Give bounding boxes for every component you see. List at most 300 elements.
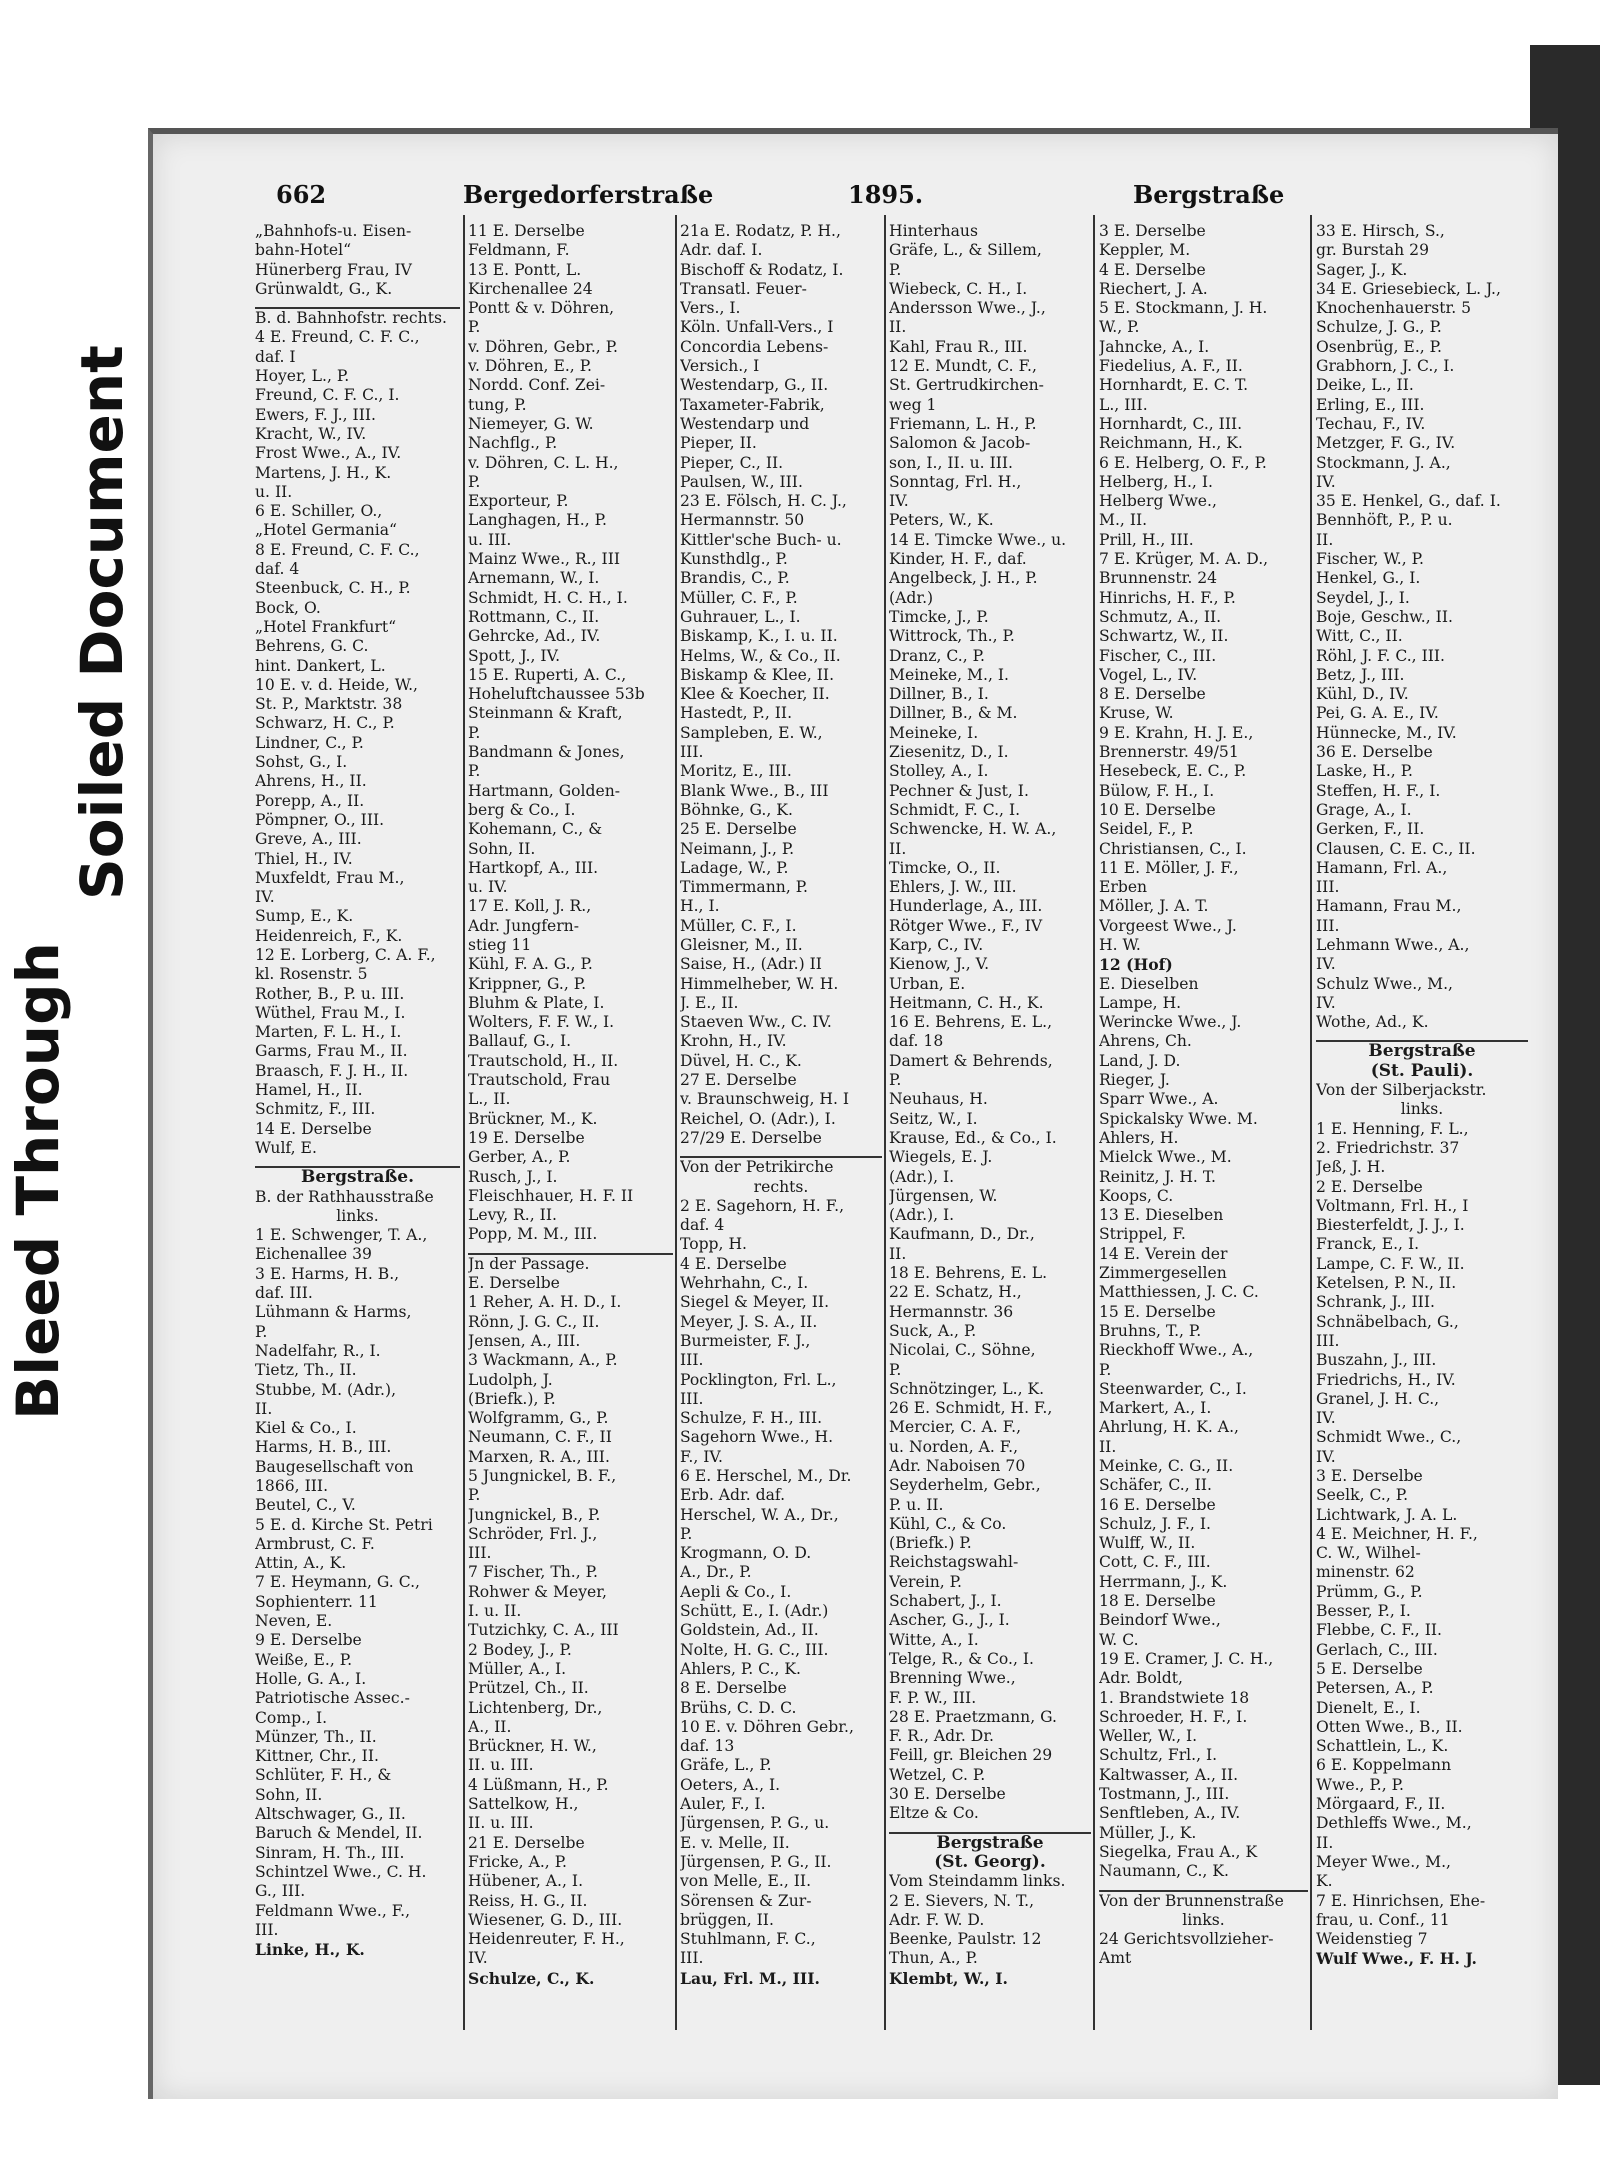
directory-entry-line: Sager, J., K. — [1316, 260, 1408, 279]
condition-label-svg — [0, 0, 140, 2177]
directory-entry-line: Reichel, O. (Adr.), I. — [680, 1109, 836, 1128]
directory-entry-line: 16 E. Behrens, E. L., — [889, 1013, 1053, 1032]
directory-entry-line: 9 E. Krahn, H. J. E., — [1099, 723, 1254, 742]
directory-entry-line: C. W., Wilhel- — [1316, 1544, 1421, 1563]
directory-entry-line: kl. Rosenstr. 5 — [255, 965, 368, 984]
directory-entry-line: Hamann, Frl. A., — [1316, 858, 1448, 877]
directory-entry-line: Brückner, H. W., — [468, 1737, 597, 1756]
directory-entry-line: Erb. Adr. daf. — [680, 1486, 786, 1505]
directory-entry-line: Bülow, F. H., I. — [1099, 781, 1215, 800]
directory-entry-line: Aepli & Co., I. — [680, 1582, 792, 1601]
directory-entry-line: Lindner, C., P. — [255, 733, 364, 752]
directory-entry-line: IV. — [1316, 993, 1336, 1012]
directory-entry-line: Grabhorn, J. C., I. — [1316, 357, 1455, 376]
directory-entry-line: Matthiessen, J. C. C. — [1099, 1283, 1259, 1302]
directory-entry-line: Krippner, G., P. — [468, 974, 587, 993]
directory-entry-line: 3 E. Harms, H. B., — [255, 1264, 400, 1283]
directory-entry-line: Jürgensen, P. G., II. — [680, 1852, 832, 1871]
directory-entry-line: daf. 13 — [680, 1737, 735, 1756]
directory-entry-line: Andersson Wwe., J., — [889, 299, 1046, 318]
directory-entry-line: 5 E. Stockmann, J. H. — [1099, 299, 1268, 318]
directory-entry-line: Hesebeck, E. C., P. — [1099, 762, 1247, 781]
directory-entry-line: Dranz, C., P. — [889, 646, 985, 665]
directory-entry-line: II. — [889, 318, 907, 337]
directory-entry-line: 19 E. Derselbe — [468, 1128, 585, 1147]
directory-entry-line: Greve, A., III. — [255, 830, 362, 849]
directory-entry-line: Senftleben, A., IV. — [1099, 1804, 1241, 1823]
directory-entry-line: Kühl, C., & Co. — [889, 1514, 1007, 1533]
directory-entry-line: Timcke, J., P. — [889, 607, 989, 626]
directory-entry-line: Müller, C. F., P. — [680, 588, 798, 607]
directory-entry-line: Tostmann, J., III. — [1099, 1785, 1230, 1804]
directory-entry-line: E. Dieselben — [1099, 974, 1199, 993]
directory-entry-line: 10 E. v. Döhren Gebr., — [680, 1717, 854, 1736]
directory-entry-line: Wiegels, E. J. — [889, 1148, 993, 1167]
directory-entry-line: Burmeister, F. J., — [680, 1331, 811, 1350]
directory-column-3 — [680, 222, 882, 1988]
directory-entry-line: Saise, H., (Adr.) II — [680, 955, 822, 974]
directory-entry-line: Brennerstr. 49/51 — [1099, 743, 1239, 762]
directory-entry-line: Ewers, F. J., III. — [255, 405, 376, 424]
directory-entry-line: 30 E. Derselbe — [889, 1785, 1006, 1804]
directory-entry-line: Rusch, J., I. — [468, 1167, 558, 1186]
directory-entry-line: Arnemann, W., I. — [468, 569, 600, 588]
directory-entry-line: St. P., Marktstr. 38 — [255, 695, 403, 714]
directory-entry-line: Kruse, W. — [1099, 704, 1174, 723]
directory-entry-line: Wittrock, Th., P. — [889, 627, 1015, 646]
directory-entry-line: Biskamp & Klee, II. — [680, 665, 835, 684]
directory-entry-line: Biesterfeldt, J. J., I. — [1316, 1216, 1465, 1235]
directory-entry-line: Feill, gr. Bleichen 29 — [889, 1746, 1053, 1765]
directory-entry-line: Suck, A., P. — [889, 1321, 977, 1340]
directory-entry-line: F., IV. — [680, 1447, 723, 1466]
directory-entry-line: IV. — [468, 1949, 488, 1968]
directory-entry-line: Helberg Wwe., — [1099, 492, 1217, 511]
directory-entry-line: 27 E. Derselbe — [680, 1071, 797, 1090]
directory-entry-line: tung, P. — [468, 395, 527, 414]
directory-entry-line: Schulze, F. H., III. — [680, 1409, 823, 1428]
directory-entry-line: Adr. daf. I. — [680, 241, 763, 260]
directory-entry-line: III. — [680, 743, 704, 762]
directory-entry-line: Kühl, D., IV. — [1316, 685, 1409, 704]
directory-entry-line: IV. — [1316, 1409, 1336, 1428]
directory-entry-line: Adr. F. W. D. — [889, 1910, 985, 1929]
directory-entry-line: III. — [680, 1389, 704, 1408]
directory-entry-line: 5 Jungnickel, B. F., — [468, 1467, 617, 1485]
directory-entry-line: Schwencke, H. W. A., — [889, 820, 1057, 839]
directory-entry-line: Schintzel Wwe., C. H. — [255, 1862, 427, 1881]
directory-entry-line: Techau, F., IV. — [1316, 414, 1426, 433]
directory-entry-line: Rieger, J. — [1099, 1071, 1170, 1090]
directory-entry-line: Meyer Wwe., M., — [1316, 1852, 1451, 1871]
directory-entry-line: Kracht, W., IV. — [255, 424, 367, 443]
directory-entry-line: Rötger Wwe., F., IV — [889, 916, 1043, 935]
directory-entry-line: Thun, A., P. — [889, 1949, 978, 1968]
directory-entry-line: Wolfgramm, G., P. — [468, 1409, 609, 1428]
directory-entry-line: 1866, III. — [255, 1477, 329, 1495]
section-rule — [680, 1148, 882, 1158]
directory-entry-line: Nadelfahr, R., I. — [255, 1341, 381, 1360]
directory-entry-line: Weller, W., I. — [1099, 1727, 1198, 1746]
directory-entry-line: II. — [255, 1399, 273, 1418]
directory-entry-line: Kittler'sche Buch- u. — [680, 530, 842, 549]
directory-entry-line: 7 E. Krüger, M. A. D., — [1099, 550, 1269, 569]
directory-entry-line: Hünnecke, M., IV. — [1316, 723, 1457, 742]
directory-entry-line: u. II. — [255, 482, 293, 501]
directory-entry-line: Wetzel, C. P. — [889, 1765, 986, 1784]
directory-entry-line: Lühmann & Harms, — [255, 1303, 412, 1322]
directory-entry-line: Mielck Wwe., M. — [1099, 1148, 1232, 1167]
directory-entry-line: Sohn, II. — [468, 839, 536, 858]
directory-entry-line: Koops, C. — [1099, 1186, 1174, 1205]
directory-entry-line: Bluhm & Plate, I. — [468, 993, 605, 1012]
directory-entry-line: 4 E. Derselbe — [680, 1254, 787, 1273]
directory-entry-line: 35 E. Henkel, G., daf. I. — [1316, 492, 1501, 511]
directory-entry-line: Feldmann Wwe., F., — [255, 1901, 411, 1920]
directory-entry-line: Ahrlung, H. K. A., — [1099, 1418, 1239, 1437]
directory-entry-line: Sörensen & Zur- — [680, 1891, 812, 1910]
directory-entry-line: Steenwarder, C., I. — [1099, 1379, 1247, 1398]
directory-entry-line: Steinmann & Kraft, — [468, 704, 623, 723]
directory-entry-line: Mörgaard, F., II. — [1316, 1795, 1446, 1814]
directory-entry-line: 12 E. Mundt, C. F., — [889, 357, 1037, 376]
directory-entry-line: 14 E. Derselbe — [255, 1119, 372, 1138]
directory-entry-line: 4 E. Freund, C. F. C., — [255, 328, 420, 347]
directory-entry-line: Nachflg., P. — [468, 434, 558, 453]
section-rule — [468, 1245, 673, 1255]
directory-entry-line: Timmermann, P. — [680, 878, 809, 897]
directory-entry-line: Flebbe, C. F., II. — [1316, 1621, 1442, 1640]
directory-entry-line: 2 E. Sievers, N. T., — [889, 1891, 1035, 1910]
directory-entry-line: Neimann, J., P. — [680, 839, 795, 858]
directory-entry-line: Jn der Passage. — [468, 1254, 590, 1273]
directory-entry-line: frau, u. Conf., 11 — [1316, 1910, 1450, 1929]
directory-entry-line: Rottmann, C., II. — [468, 607, 600, 626]
directory-entry-line: II. — [1316, 1833, 1334, 1852]
directory-entry-line: Müller, C. F., I. — [680, 916, 797, 935]
directory-entry-line: weg 1 — [889, 395, 937, 414]
directory-entry-line: Düvel, H. C., K. — [680, 1051, 802, 1070]
directory-entry-line: Porepp, A., II. — [255, 791, 365, 810]
directory-entry-line: Baruch & Mendel, II. — [255, 1824, 423, 1843]
directory-entry-line: Pieper, II. — [680, 434, 757, 453]
directory-entry-line: Brenning Wwe., — [889, 1669, 1016, 1688]
directory-entry-line: Kühl, F. A. G., P. — [468, 955, 593, 974]
directory-entry-line: 10 E. Derselbe — [1099, 800, 1216, 819]
directory-entry-line: v. Döhren, C. L. H., — [468, 453, 619, 472]
directory-entry-line: daf. 4 — [255, 560, 300, 579]
directory-entry-line: Auler, F., I. — [680, 1795, 766, 1814]
directory-entry-line: A., II. — [468, 1717, 512, 1736]
directory-entry-line: Köln. Unfall-Vers., I — [680, 318, 834, 337]
directory-entry-line: Ahlers, H. — [1099, 1128, 1179, 1147]
directory-entry-line: Betz, J., III. — [1316, 665, 1405, 684]
directory-entry-line: 3 E. Derselbe — [1316, 1467, 1423, 1485]
directory-entry-line: III. — [468, 1544, 492, 1563]
directory-entry-line: Keppler, M. — [1099, 241, 1191, 260]
directory-entry-line: 16 E. Derselbe — [1099, 1495, 1216, 1514]
directory-entry-line: Schrank, J., III. — [1316, 1293, 1435, 1312]
directory-entry-line: Feldmann, F. — [468, 241, 570, 260]
directory-entry-line: Ballauf, G., I. — [468, 1032, 572, 1051]
directory-entry-line: Röhl, J. F. C., III. — [1316, 646, 1446, 665]
directory-entry-line: Sinram, H. Th., III. — [255, 1843, 405, 1862]
directory-entry-line: 7 Fischer, Th., P. — [468, 1563, 598, 1582]
directory-entry-line: v. Döhren, E., P. — [468, 357, 592, 376]
directory-entry-line: Siegel & Meyer, II. — [680, 1293, 830, 1312]
directory-entry-line: Fleischhauer, H. F. II — [468, 1186, 634, 1205]
directory-entry-line: Karp, C., IV. — [889, 935, 984, 954]
header-left-title: Bergedorferstraße — [463, 180, 714, 209]
directory-entry-line: Siegelka, Frau A., K — [1099, 1842, 1258, 1861]
directory-entry-line: Hartkopf, A., III. — [468, 858, 599, 877]
directory-entry-line: Gerlach, C., III. — [1316, 1640, 1438, 1659]
directory-entry-line: Meinke, C. G., II. — [1099, 1457, 1234, 1475]
page-header — [0, 180, 1600, 220]
directory-entry-line: Armbrust, C. F. — [255, 1534, 375, 1553]
directory-entry-line: Dillner, B., I. — [889, 685, 989, 704]
directory-entry-line: Beutel, C., V. — [255, 1496, 356, 1515]
directory-entry-line: Markert, A., I. — [1099, 1399, 1212, 1418]
directory-entry-line: Comp., I. — [255, 1708, 328, 1727]
directory-entry-line: daf. I — [255, 347, 296, 366]
page-number: 662 — [276, 180, 327, 209]
directory-entry-line: Stockmann, J. A., — [1316, 453, 1451, 472]
directory-entry-line: II. u. III. — [468, 1756, 534, 1775]
directory-entry-line: 19 E. Cramer, J. C. H., — [1099, 1649, 1274, 1668]
directory-entry-line: 24 Gerichtsvollzieher- — [1099, 1930, 1274, 1949]
directory-entry-line: Frost Wwe., A., IV. — [255, 444, 402, 463]
directory-entry-line: Harms, H. B., III. — [255, 1438, 392, 1457]
directory-entry-line: Sampleben, E. W., — [680, 723, 823, 742]
directory-entry-line: P. — [468, 318, 481, 337]
directory-entry-line: Schabert, J., I. — [889, 1592, 1002, 1611]
directory-entry-line: Eltze & Co. — [889, 1804, 979, 1823]
section-rule — [1099, 1882, 1308, 1892]
directory-entry-line: Seitz, W., I. — [889, 1109, 978, 1128]
directory-entry-line: Schroeder, H. F., I. — [1099, 1707, 1248, 1726]
directory-entry-line: Holle, G. A., I. — [255, 1669, 367, 1688]
directory-entry-line: Pechner & Just, I. — [889, 781, 1029, 800]
directory-entry-line: stieg 11 — [468, 935, 532, 954]
directory-entry-line: Muxfeldt, Frau M., — [255, 868, 405, 887]
directory-entry-line: 12 (Hof) — [1099, 955, 1173, 975]
directory-entry-line: Pocklington, Frl. L., — [680, 1370, 837, 1389]
directory-entry-line: IV. — [255, 888, 275, 907]
directory-entry-line: P. — [468, 723, 481, 742]
directory-entry-line: Moritz, E., III. — [680, 762, 792, 781]
directory-entry-line: Granel, J. H. C., — [1316, 1389, 1440, 1408]
directory-entry-line: Metzger, F. G., IV. — [1316, 434, 1456, 453]
directory-entry-line: Friedrichs, H., IV. — [1316, 1370, 1456, 1389]
directory-entry-line: Brühs, C. D. C. — [680, 1698, 797, 1717]
directory-entry-line: Knochenhauerstr. 5 — [1316, 299, 1472, 318]
directory-entry-line: Kinder, H. F., daf. — [889, 550, 1027, 569]
directory-entry-line: u. III. — [468, 530, 512, 549]
directory-entry-line: Freund, C. F. C., I. — [255, 386, 400, 405]
directory-entry-line: Sagehorn Wwe., H. — [680, 1428, 834, 1447]
directory-entry-line: Fischer, W., P. — [1316, 550, 1424, 569]
directory-entry-line: 14 E. Timcke Wwe., u. — [889, 530, 1067, 549]
directory-entry-line: E. v. Melle, II. — [680, 1833, 790, 1852]
directory-entry-line: Boje, Geschw., II. — [1316, 607, 1453, 626]
directory-entry-line: Neuhaus, H. — [889, 1090, 988, 1109]
directory-entry-line: Bruhns, T., P. — [1099, 1321, 1202, 1340]
directory-entry-line: Paulsen, W., III. — [680, 472, 803, 491]
directory-entry-line: W. C. — [1099, 1630, 1139, 1649]
directory-entry-line: Zimmergesellen — [1099, 1264, 1227, 1283]
directory-entry-line: Klee & Koecher, II. — [680, 685, 830, 704]
directory-entry-line: Kaltwasser, A., II. — [1099, 1765, 1239, 1784]
directory-entry-line: Hunderlage, A., III. — [889, 897, 1043, 916]
directory-entry-line: Helberg, H., I. — [1099, 472, 1213, 491]
directory-entry-line: 2. Friedrichstr. 37 — [1316, 1138, 1460, 1157]
directory-entry-line: 7 E. Hinrichsen, Ehe- — [1316, 1891, 1486, 1910]
directory-entry-line: Biskamp, K., I. u. II. — [680, 627, 838, 646]
directory-entry-line: Deike, L., II. — [1316, 376, 1414, 395]
directory-entry-line: Schwartz, W., II. — [1099, 627, 1229, 646]
directory-entry-line: Kunsthdlg., P. — [680, 550, 788, 569]
condition-label-line1: Bleed Through — [4, 942, 72, 1420]
directory-entry-line: Lampe, C. F. W., II. — [1316, 1254, 1465, 1273]
directory-entry-line: Nordd. Conf. Zei- — [468, 376, 606, 395]
section-heading: (St. Georg). — [934, 1851, 1046, 1872]
directory-entry-line: Jeß, J. H. — [1316, 1158, 1386, 1177]
directory-entry-line: Sohn, II. — [255, 1785, 323, 1804]
directory-entry-line: Seydel, J., I. — [1316, 588, 1410, 607]
directory-entry-line: E. Derselbe — [468, 1274, 560, 1293]
directory-entry-line: 4 E. Meichner, H. F., — [1316, 1524, 1478, 1543]
directory-entry-line: Brunnenstr. 24 — [1099, 569, 1218, 588]
header-right-title: Bergstraße — [1133, 180, 1285, 209]
directory-entry-line: 15 E. Ruperti, A. C., — [468, 665, 627, 684]
directory-entry-line: (Briefk.) P. — [889, 1534, 972, 1553]
directory-entry-line: Schulze, J. G., P. — [1316, 318, 1442, 337]
directory-entry-line: K. — [1316, 1872, 1333, 1891]
directory-entry-line: Neumann, C. F., II — [468, 1428, 612, 1447]
directory-entry-line: Erben — [1099, 878, 1148, 897]
directory-entry-line: Heidenreich, F., K. — [255, 926, 403, 945]
directory-entry-line: L., II. — [468, 1090, 511, 1109]
directory-entry-line: Kittner, Chr., II. — [255, 1747, 379, 1766]
directory-entry-line: Hinrichs, H. F., P. — [1099, 588, 1236, 607]
directory-entry-line: 28 E. Praetzmann, G. — [889, 1707, 1057, 1726]
directory-entry-line: Salomon & Jacob- — [889, 434, 1031, 453]
directory-entry-line: Marxen, R. A., III. — [468, 1447, 610, 1466]
directory-entry-line: Von der Silberjackstr. — [1316, 1081, 1487, 1100]
directory-entry-line: daf. 18 — [889, 1032, 944, 1051]
directory-entry-line: L., III. — [1099, 395, 1148, 414]
directory-entry-line: Erling, E., III. — [1316, 395, 1425, 414]
directory-column-4 — [889, 222, 1091, 1988]
directory-entry-line: Hartmann, Golden- — [468, 781, 621, 800]
directory-entry-line: W., P. — [1099, 318, 1140, 337]
directory-entry-line: Pömpner, O., III. — [255, 810, 385, 829]
directory-entry-line: Schmidt, F. C., I. — [889, 800, 1021, 819]
directory-entry-line: II. — [1316, 530, 1334, 549]
directory-entry-line: Weiße, E., P. — [255, 1650, 353, 1669]
directory-entry-line: Petersen, A., P. — [1316, 1679, 1434, 1698]
directory-entry-line: Reichmann, H., K. — [1099, 434, 1243, 453]
directory-entry-line: Jungnickel, B., P. — [468, 1505, 601, 1524]
directory-entry-line: 4 E. Derselbe — [1099, 260, 1206, 279]
directory-entry-line: Rieckhoff Wwe., A., — [1099, 1341, 1254, 1360]
directory-entry-line: IV. — [1316, 472, 1336, 491]
directory-column-1 — [255, 222, 460, 1959]
directory-entry-line: Fischer, C., III. — [1099, 646, 1217, 665]
directory-entry-line: B. d. Bahnhofstr. rechts. — [255, 309, 447, 328]
directory-entry-line: Cott, C. F., III. — [1099, 1553, 1211, 1572]
directory-entry-line: Krogmann, O. D. — [680, 1544, 812, 1563]
directory-entry-line: u. Norden, A. F., — [889, 1437, 1019, 1456]
directory-entry-line: Pei, G. A. E., IV. — [1316, 704, 1439, 723]
directory-entry-line: 18 E. Behrens, E. L. — [889, 1264, 1048, 1283]
directory-entry-line: Levy, R., II. — [468, 1206, 557, 1225]
directory-entry-line: Schwarz, H. C., P. — [255, 714, 395, 733]
directory-entry-line: Vers., I. — [680, 299, 741, 318]
directory-entry-line: Wehrhahn, C., I. — [680, 1274, 809, 1293]
directory-entry-line: Schulz Wwe., M., — [1316, 974, 1454, 993]
directory-entry-line: Bennhöft, P., P. u. — [1316, 511, 1453, 530]
directory-entry-line: „Hotel Frankfurt“ — [255, 617, 397, 636]
directory-entry-line: Beenke, Paulstr. 12 — [889, 1930, 1042, 1949]
directory-entry-line: Laske, H., P. — [1316, 762, 1414, 781]
section-heading: Bergstraße. — [300, 1167, 415, 1188]
directory-entry-line: Wüthel, Frau M., I. — [255, 1003, 406, 1022]
directory-entry-line: Marten, F. L. H., I. — [255, 1023, 402, 1042]
directory-entry-line: 26 E. Schmidt, H. F., — [889, 1399, 1053, 1418]
directory-entry-line: links. — [336, 1206, 379, 1225]
directory-entry-line: Hamel, H., II. — [255, 1081, 363, 1100]
directory-entry-line: Schnäbelbach, G., — [1316, 1312, 1459, 1331]
directory-entry-line: Ahrens, H., II. — [255, 772, 367, 791]
directory-entry-line: P. — [255, 1322, 268, 1341]
directory-entry-line: Seyderhelm, Gebr., — [889, 1476, 1041, 1495]
directory-entry-line: 8 E. Derselbe — [1099, 685, 1206, 704]
directory-entry-line: Wulf Wwe., F. H. J. — [1316, 1949, 1477, 1969]
directory-entry-line: IV. — [1316, 955, 1336, 974]
directory-entry-line: I. u. II. — [468, 1602, 522, 1621]
directory-entry-line: Baugesellschaft von — [255, 1457, 414, 1476]
directory-entry-line: Versich., I — [680, 357, 760, 376]
directory-entry-line: 15 E. Derselbe — [1099, 1302, 1216, 1321]
directory-entry-line: minenstr. 62 — [1316, 1563, 1415, 1582]
directory-entry-line: daf. III. — [255, 1284, 313, 1303]
directory-entry-line: Niemeyer, G. W. — [468, 414, 594, 433]
directory-entry-line: Naumann, C., K. — [1099, 1862, 1229, 1881]
directory-entry-line: 2 E. Derselbe — [1316, 1177, 1423, 1196]
directory-entry-line: Hastedt, P., II. — [680, 704, 793, 723]
directory-entry-line: Reichstagswahl- — [889, 1553, 1019, 1572]
directory-entry-line: Henkel, G., I. — [1316, 569, 1421, 588]
directory-entry-line: 1 E. Henning, F. L., — [1316, 1119, 1469, 1138]
directory-entry-line: Bandmann & Jones, — [468, 743, 625, 762]
directory-column-5 — [1099, 222, 1308, 1969]
directory-entry-line: Urban, E. — [889, 974, 966, 993]
condition-label — [0, 0, 140, 2177]
directory-entry-line: P. — [1099, 1360, 1112, 1379]
directory-entry-line: Gleisner, M., II. — [680, 935, 803, 954]
directory-entry-line: Taxameter-Fabrik, — [680, 395, 825, 414]
directory-entry-line: son, I., II. u. III. — [889, 453, 1014, 472]
directory-entry-line: Gerber, A., P. — [468, 1148, 571, 1167]
directory-entry-line: berg & Co., I. — [468, 800, 576, 819]
directory-entry-line: Trautschold, Frau — [468, 1071, 611, 1090]
directory-entry-line: P. — [889, 1071, 902, 1090]
directory-entry-line: 11 E. Möller, J. F., — [1099, 858, 1239, 877]
directory-entry-line: Buszahn, J., III. — [1316, 1351, 1437, 1370]
directory-entry-line: III. — [680, 1351, 704, 1370]
